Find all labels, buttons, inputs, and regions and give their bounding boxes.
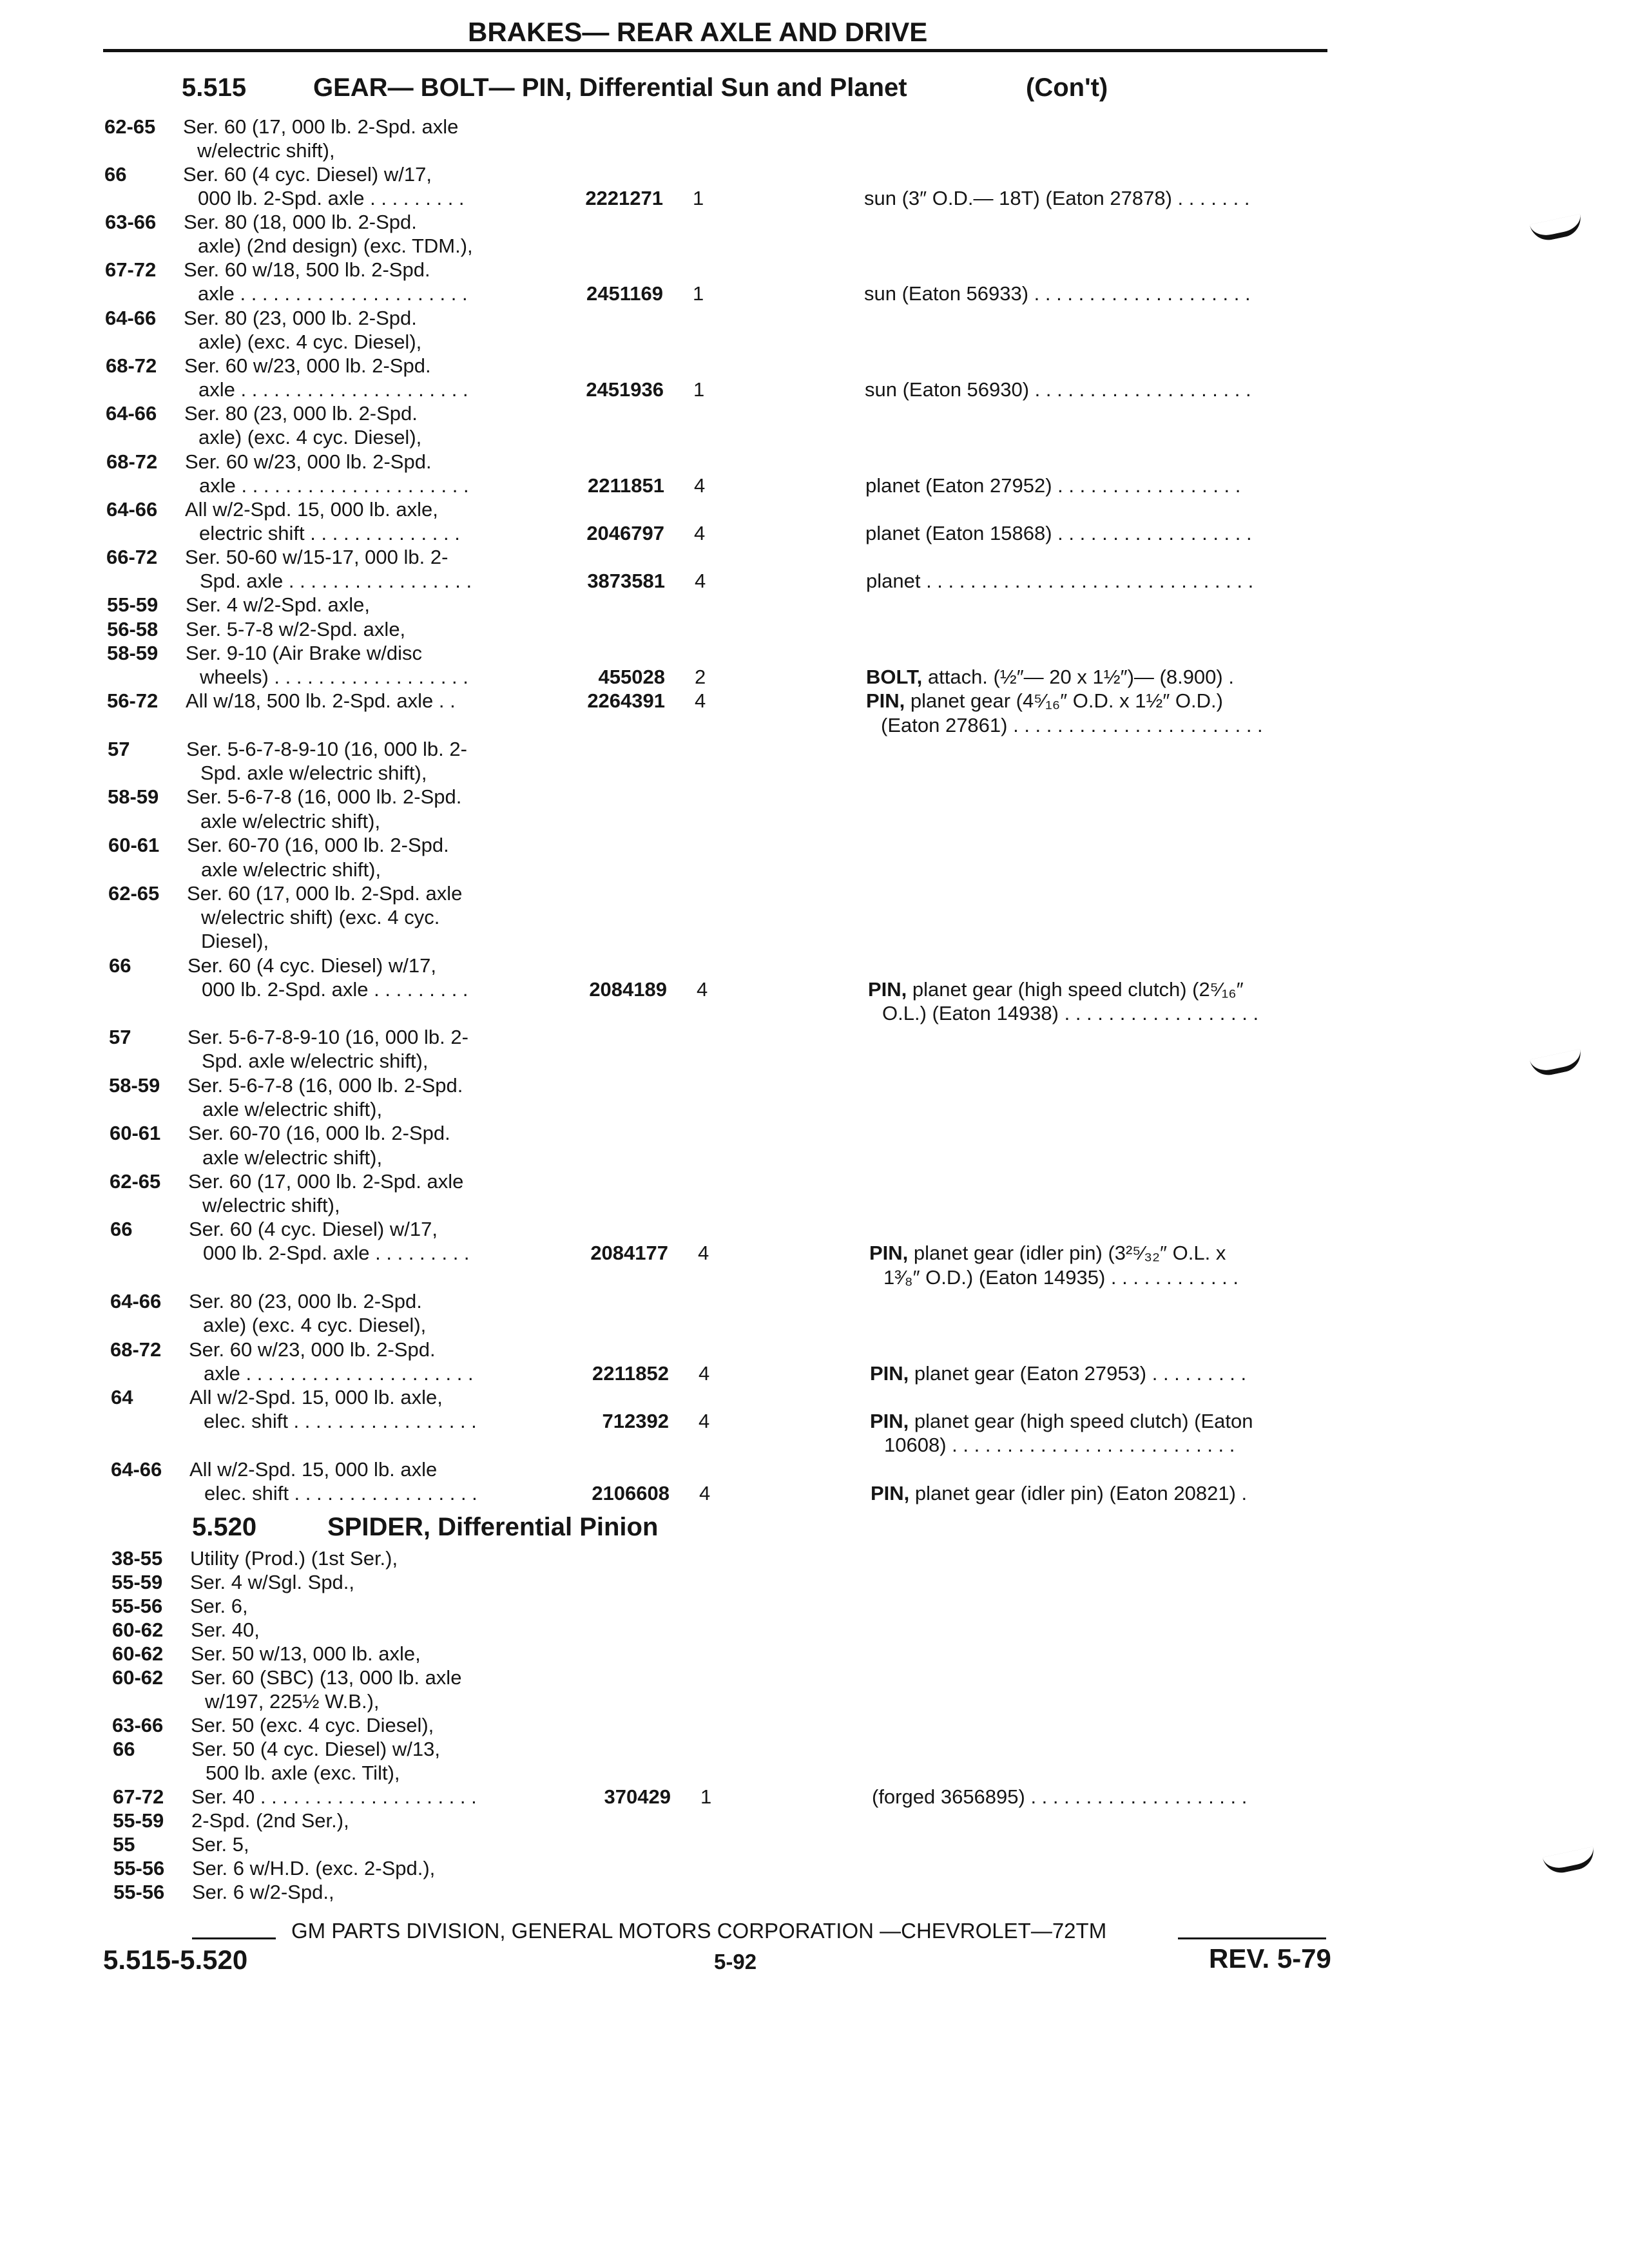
section-title: GEAR— BOLT— PIN, Differential Sun and Planet xyxy=(313,73,907,102)
footer-division: GM PARTS DIVISION, GENERAL MOTORS CORPORATION —CHEVROLET—72TM xyxy=(291,1919,1107,1943)
year-range: 63-66 xyxy=(105,211,157,233)
table-row xyxy=(0,282,1629,306)
application: 000 lb. 2-Spd. axle . . . . . . . . . xyxy=(202,978,468,1001)
application: Spd. axle . . . . . . . . . . . . . . . . . xyxy=(200,570,472,592)
description: planet (Eaton 15868) . . . . . . . . . . . . . . . . . . xyxy=(865,522,1252,544)
table-row xyxy=(0,1761,1629,1785)
table-row xyxy=(0,1832,1629,1857)
year-range: 58-59 xyxy=(108,785,159,808)
table-row xyxy=(0,1880,1629,1905)
year-range: 68-72 xyxy=(110,1338,162,1361)
application: All w/2-Spd. 15, 000 lb. axle, xyxy=(185,498,438,521)
application: Ser. 60 (4 cyc. Diesel) w/17, xyxy=(183,163,432,186)
application: Ser. 50 (4 cyc. Diesel) w/13, xyxy=(191,1738,440,1760)
application: Spd. axle w/electric shift), xyxy=(200,762,427,784)
year-range: 66 xyxy=(113,1738,135,1760)
table-row xyxy=(0,330,1629,354)
application: Utility (Prod.) (1st Ser.), xyxy=(190,1547,398,1570)
year-range: 55-56 xyxy=(111,1595,163,1617)
table-row xyxy=(0,1385,1629,1410)
year-range: 67-72 xyxy=(105,258,157,281)
description-keyword: PIN, xyxy=(870,1410,909,1432)
application: Ser. 6 w/2-Spd., xyxy=(192,1881,334,1903)
application: Ser. 5-6-7-8 (16, 000 lb. 2-Spd. xyxy=(188,1074,463,1097)
quantity: 4 xyxy=(697,978,708,1001)
year-range: 64-66 xyxy=(110,1290,162,1312)
quantity: 1 xyxy=(693,282,704,305)
table-row xyxy=(0,354,1629,378)
part-number: 2084189 xyxy=(589,978,667,1001)
year-range: 56-58 xyxy=(107,618,159,640)
section-heading-5-520 xyxy=(192,1513,659,1542)
application: axle . . . . . . . . . . . . . . . . . . . . . xyxy=(204,1362,474,1385)
year-range: 56-72 xyxy=(107,689,159,712)
application: axle . . . . . . . . . . . . . . . . . . . . . xyxy=(199,474,469,497)
year-range: 64-66 xyxy=(105,307,157,329)
table-row xyxy=(0,162,1629,187)
part-number: 2221271 xyxy=(585,187,663,209)
description-text: planet gear (4⁵⁄₁₆″ O.D. x 1½″ O.D.) xyxy=(905,689,1223,712)
table-row xyxy=(0,1457,1629,1482)
application: Ser. 6 w/H.D. (exc. 2-Spd.), xyxy=(192,1857,436,1879)
description-text: planet gear (high speed clutch) (2⁵⁄₁₆″ xyxy=(907,978,1244,1001)
table-row xyxy=(0,1001,1629,1026)
table-row xyxy=(0,905,1629,930)
year-range: 64-66 xyxy=(106,498,158,521)
year-range: 60-61 xyxy=(110,1122,161,1144)
part-number: 2264391 xyxy=(587,689,665,712)
application: Ser. 60 (17, 000 lb. 2-Spd. axle xyxy=(188,1170,464,1193)
application: axle) (exc. 4 cyc. Diesel), xyxy=(203,1314,427,1336)
application: Ser. 50-60 w/15-17, 000 lb. 2- xyxy=(185,546,448,568)
application: Ser. 60 (4 cyc. Diesel) w/17, xyxy=(189,1218,438,1240)
application: 500 lb. axle (exc. Tilt), xyxy=(206,1762,400,1784)
description xyxy=(866,665,1234,689)
year-range: 64 xyxy=(111,1386,133,1408)
application: Ser. 4 w/2-Spd. axle, xyxy=(186,593,371,616)
quantity: 4 xyxy=(695,570,706,592)
part-number: 2046797 xyxy=(586,522,664,544)
application: Ser. 50 (exc. 4 cyc. Diesel), xyxy=(191,1714,434,1736)
part-number: 712392 xyxy=(602,1410,669,1432)
application: Ser. 9-10 (Air Brake w/disc xyxy=(186,642,422,664)
application: electric shift . . . . . . . . . . . . . . xyxy=(199,522,460,544)
application: Ser. 60 (17, 000 lb. 2-Spd. axle xyxy=(187,882,463,905)
table-row xyxy=(0,1570,1629,1595)
application: 2-Spd. (2nd Ser.), xyxy=(191,1809,349,1832)
year-range: 60-61 xyxy=(108,834,160,856)
quantity: 4 xyxy=(695,689,706,712)
application: Ser. 60 (4 cyc. Diesel) w/17, xyxy=(188,954,436,977)
table-row xyxy=(0,1546,1629,1571)
table-row xyxy=(0,1289,1629,1314)
table-row xyxy=(0,545,1629,570)
page-title: BRAKES— REAR AXLE AND DRIVE xyxy=(468,17,928,47)
application: axle w/electric shift), xyxy=(200,810,381,832)
table-row xyxy=(0,234,1629,258)
title-rule xyxy=(103,49,1327,52)
year-range: 57 xyxy=(109,1026,131,1048)
table-row xyxy=(0,1737,1629,1762)
application: Ser. 60 (SBC) (13, 000 lb. axle xyxy=(191,1666,462,1689)
quantity: 1 xyxy=(693,378,705,401)
application: Ser. 4 w/Sgl. Spd., xyxy=(190,1571,355,1593)
table-row xyxy=(0,1121,1629,1146)
table-row xyxy=(0,737,1629,762)
year-range: 55-56 xyxy=(113,1857,165,1879)
application: axle) (exc. 4 cyc. Diesel), xyxy=(198,331,422,353)
description xyxy=(870,1409,1253,1434)
part-number: 3873581 xyxy=(587,570,665,592)
year-range: 60-62 xyxy=(112,1666,164,1689)
description-text: planet gear (idler pin) (Eaton 20821) . xyxy=(909,1482,1248,1504)
part-number: 2211851 xyxy=(588,474,664,497)
part-number: 370429 xyxy=(604,1785,671,1808)
part-number: 455028 xyxy=(598,666,665,688)
table-row xyxy=(0,401,1629,426)
description: O.L.) (Eaton 14938) . . . . . . . . . . . . . . . . . . xyxy=(882,1002,1259,1024)
table-row xyxy=(0,1073,1629,1098)
application: Ser. 60 (17, 000 lb. 2-Spd. axle xyxy=(183,115,459,138)
year-range: 67-72 xyxy=(113,1785,164,1808)
year-range: 55-56 xyxy=(113,1881,165,1903)
year-range: 55-59 xyxy=(107,593,159,616)
part-number: 2451936 xyxy=(586,378,664,401)
table-row xyxy=(0,954,1629,978)
table-row xyxy=(0,1785,1629,1809)
application: All w/18, 500 lb. 2-Spd. axle . . xyxy=(186,689,456,712)
application: Ser. 60 w/23, 000 lb. 2-Spd. xyxy=(185,450,432,473)
description-keyword: PIN, xyxy=(866,689,905,712)
footer-rule-right xyxy=(1178,1937,1326,1939)
application: Ser. 40 . . . . . . . . . . . . . . . . . . . . xyxy=(191,1785,477,1808)
table-row xyxy=(0,258,1629,282)
table-row xyxy=(0,1217,1629,1242)
application: All w/2-Spd. 15, 000 lb. axle, xyxy=(189,1386,443,1408)
description-keyword: PIN, xyxy=(870,1362,909,1385)
year-range: 58-59 xyxy=(107,642,159,664)
application: Ser. 80 (23, 000 lb. 2-Spd. xyxy=(184,402,418,425)
description: (forged 3656895) . . . . . . . . . . . . . . . . . . . . xyxy=(872,1785,1248,1808)
application: w/electric shift) (exc. 4 cyc. xyxy=(201,906,440,928)
quantity: 4 xyxy=(699,1362,710,1385)
year-range: 60-62 xyxy=(112,1619,164,1641)
description xyxy=(871,1481,1247,1506)
year-range: 62-65 xyxy=(110,1170,161,1193)
application: Ser. 5-6-7-8-9-10 (16, 000 lb. 2- xyxy=(188,1026,468,1048)
description: planet (Eaton 27952) . . . . . . . . . . . . . . . . . xyxy=(865,474,1241,497)
application: Ser. 60-70 (16, 000 lb. 2-Spd. xyxy=(188,1122,450,1144)
footer-rule-left xyxy=(192,1937,276,1939)
application: Ser. 5-6-7-8-9-10 (16, 000 lb. 2- xyxy=(186,738,467,760)
quantity: 4 xyxy=(699,1410,710,1432)
application: axle w/electric shift), xyxy=(202,1146,383,1169)
table-row xyxy=(0,1097,1629,1122)
section-number: 5.520 xyxy=(192,1513,257,1541)
year-range: 62-65 xyxy=(108,882,160,905)
application: Ser. 60 w/23, 000 lb. 2-Spd. xyxy=(184,354,431,377)
description-text: attach. (½″— 20 x 1½″)— (8.900) . xyxy=(922,666,1234,688)
description: sun (Eaton 56930) . . . . . . . . . . . . . . . . . . . . xyxy=(865,378,1251,401)
table-row xyxy=(0,378,1629,402)
application: w/197, 225½ W.B.), xyxy=(205,1690,380,1713)
description: 1³⁄₈″ O.D.) (Eaton 14935) . . . . . . . . . . . . xyxy=(883,1266,1239,1289)
quantity: 4 xyxy=(694,522,706,544)
description-keyword: PIN, xyxy=(871,1482,910,1504)
table-row xyxy=(0,593,1629,617)
application: Ser. 80 (23, 000 lb. 2-Spd. xyxy=(189,1290,422,1312)
description-keyword: PIN, xyxy=(868,978,907,1001)
group-range: 5.515-5.520 xyxy=(103,1945,248,1975)
quantity: 4 xyxy=(698,1242,709,1264)
application: w/electric shift), xyxy=(202,1194,340,1216)
quantity: 4 xyxy=(694,474,706,497)
year-range: 64-66 xyxy=(111,1458,162,1481)
application: Ser. 6, xyxy=(190,1595,248,1617)
description: 10608) . . . . . . . . . . . . . . . . . . . . . . . . . . xyxy=(884,1434,1235,1456)
description-text: planet gear (Eaton 27953) . . . . . . . . . xyxy=(909,1362,1247,1385)
table-row xyxy=(0,497,1629,522)
table-row xyxy=(0,210,1629,235)
section-title: SPIDER, Differential Pinion xyxy=(327,1513,659,1541)
table-row xyxy=(0,617,1629,642)
quantity: 2 xyxy=(695,666,706,688)
table-row xyxy=(0,569,1629,593)
description xyxy=(869,1241,1226,1265)
application: Ser. 60-70 (16, 000 lb. 2-Spd. xyxy=(187,834,449,856)
part-number: 2451169 xyxy=(586,282,663,305)
part-number: 2211852 xyxy=(592,1362,669,1385)
table-row xyxy=(0,1241,1629,1265)
description-text: planet gear (idler pin) (3²⁵⁄₃₂″ O.L. x xyxy=(908,1242,1226,1264)
table-row xyxy=(0,689,1629,713)
year-range: 68-72 xyxy=(106,354,157,377)
description: sun (Eaton 56933) . . . . . . . . . . . . . . . . . . . . xyxy=(864,282,1251,305)
part-number: 2106608 xyxy=(592,1482,670,1504)
part-number: 2084177 xyxy=(590,1242,668,1264)
table-row xyxy=(0,1361,1629,1386)
year-range: 63-66 xyxy=(112,1714,164,1736)
section-continued: (Con't) xyxy=(1026,73,1108,102)
table-row xyxy=(0,809,1629,834)
table-row xyxy=(0,1338,1629,1362)
table-row xyxy=(0,833,1629,858)
application: Spd. axle w/electric shift), xyxy=(202,1050,429,1072)
table-row xyxy=(0,1146,1629,1170)
table-row xyxy=(0,858,1629,882)
year-range: 58-59 xyxy=(109,1074,160,1097)
table-row xyxy=(0,641,1629,666)
table-row xyxy=(0,1594,1629,1619)
section-heading-5-515 xyxy=(182,73,1108,102)
application: w/electric shift), xyxy=(197,139,335,162)
year-range: 62-65 xyxy=(104,115,156,138)
application: All w/2-Spd. 15, 000 lb. axle xyxy=(189,1458,438,1481)
table-row xyxy=(0,881,1629,906)
table-row xyxy=(0,1642,1629,1666)
table-row xyxy=(0,713,1629,738)
table-row xyxy=(0,474,1629,498)
year-range: 55-59 xyxy=(111,1571,163,1593)
application: Ser. 50 w/13, 000 lb. axle, xyxy=(191,1642,421,1665)
application: Ser. 80 (18, 000 lb. 2-Spd. xyxy=(184,211,417,233)
table-row xyxy=(0,1193,1629,1218)
quantity: 4 xyxy=(699,1482,711,1504)
table-row xyxy=(0,1313,1629,1338)
quantity: 1 xyxy=(700,1785,712,1808)
description: sun (3″ O.D.— 18T) (Eaton 27878) . . . . . . . xyxy=(864,187,1250,209)
application: 000 lb. 2-Spd. axle . . . . . . . . . xyxy=(203,1242,470,1264)
application: axle w/electric shift), xyxy=(201,858,381,881)
table-row xyxy=(0,115,1629,139)
table-row xyxy=(0,1689,1629,1714)
table-row xyxy=(0,1049,1629,1073)
application: elec. shift . . . . . . . . . . . . . . . . . xyxy=(204,1482,477,1504)
table-row xyxy=(0,139,1629,163)
application: Ser. 80 (23, 000 lb. 2-Spd. xyxy=(184,307,417,329)
application: Ser. 5-7-8 w/2-Spd. axle, xyxy=(186,618,406,640)
table-row xyxy=(0,761,1629,785)
description: (Eaton 27861) . . . . . . . . . . . . . . . . . . . . . . . xyxy=(881,714,1263,736)
table-row xyxy=(0,1618,1629,1642)
year-range: 64-66 xyxy=(106,402,157,425)
page-number: 5-92 xyxy=(714,1950,757,1974)
year-range: 66 xyxy=(109,954,131,977)
table-row xyxy=(0,521,1629,546)
application: Diesel), xyxy=(201,930,269,952)
application: axle) (2nd design) (exc. TDM.), xyxy=(198,235,473,257)
year-range: 60-62 xyxy=(112,1642,164,1665)
description xyxy=(868,977,1244,1002)
table-row xyxy=(0,1713,1629,1738)
table-row xyxy=(0,1025,1629,1050)
table-row xyxy=(0,785,1629,809)
application: Ser. 60 w/23, 000 lb. 2-Spd. xyxy=(189,1338,436,1361)
year-range: 55 xyxy=(113,1833,135,1856)
table-row xyxy=(0,1433,1629,1457)
table-row xyxy=(0,425,1629,450)
section-number: 5.515 xyxy=(182,73,247,102)
table-row xyxy=(0,1265,1629,1290)
table-row xyxy=(0,665,1629,689)
application: elec. shift . . . . . . . . . . . . . . . . . xyxy=(204,1410,477,1432)
description-keyword: BOLT, xyxy=(866,666,923,688)
table-row xyxy=(0,186,1629,211)
year-range: 38-55 xyxy=(111,1547,163,1570)
table-row xyxy=(0,1409,1629,1434)
table-row xyxy=(0,1856,1629,1881)
application: 000 lb. 2-Spd. axle . . . . . . . . . xyxy=(198,187,465,209)
application: axle) (exc. 4 cyc. Diesel), xyxy=(198,426,422,448)
description-keyword: PIN, xyxy=(869,1242,909,1264)
application: Ser. 5-6-7-8 (16, 000 lb. 2-Spd. xyxy=(186,785,462,808)
year-range: 66 xyxy=(110,1218,133,1240)
application: axle w/electric shift), xyxy=(202,1098,383,1120)
application: Ser. 40, xyxy=(191,1619,260,1641)
table-row xyxy=(0,306,1629,331)
revision: REV. 5-79 xyxy=(1209,1943,1331,1974)
application: axle . . . . . . . . . . . . . . . . . . . . . xyxy=(198,282,468,305)
application: axle . . . . . . . . . . . . . . . . . . . . . xyxy=(198,378,468,401)
year-range: 68-72 xyxy=(106,450,158,473)
quantity: 1 xyxy=(693,187,704,209)
application: Ser. 5, xyxy=(191,1833,249,1856)
table-row xyxy=(0,1809,1629,1833)
application: Ser. 60 w/18, 500 lb. 2-Spd. xyxy=(184,258,430,281)
table-row xyxy=(0,929,1629,954)
table-row xyxy=(0,1169,1629,1194)
description-text: planet gear (high speed clutch) (Eaton xyxy=(909,1410,1253,1432)
table-row xyxy=(0,1666,1629,1690)
year-range: 57 xyxy=(108,738,130,760)
description: planet . . . . . . . . . . . . . . . . . . . . . . . . . . . . . . xyxy=(866,570,1254,592)
year-range: 66-72 xyxy=(106,546,158,568)
application: wheels) . . . . . . . . . . . . . . . . . . xyxy=(200,666,468,688)
description xyxy=(870,1361,1246,1386)
table-row xyxy=(0,1481,1629,1506)
description xyxy=(866,689,1223,713)
table-row xyxy=(0,450,1629,474)
year-range: 55-59 xyxy=(113,1809,164,1832)
table-row xyxy=(0,977,1629,1002)
year-range: 66 xyxy=(104,163,127,186)
